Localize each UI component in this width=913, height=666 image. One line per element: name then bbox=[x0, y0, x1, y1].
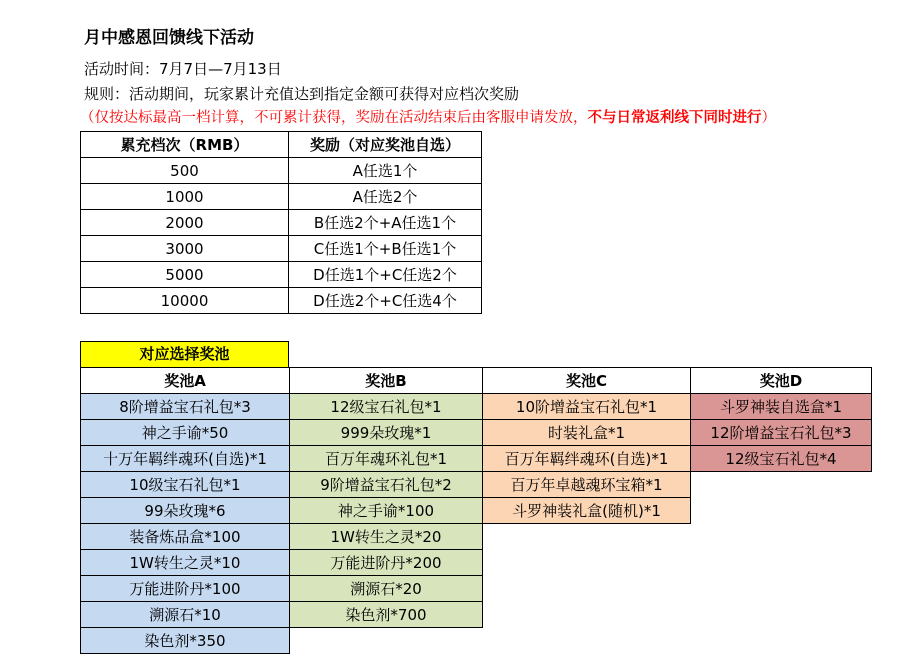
tier-reward: C任选1个+B任选1个 bbox=[289, 236, 482, 262]
tier-row bbox=[81, 210, 482, 236]
empty-cell bbox=[691, 550, 872, 576]
empty-cell bbox=[483, 628, 691, 654]
pool-header-b: 奖池B bbox=[290, 368, 483, 394]
empty-cell bbox=[691, 498, 872, 524]
note-plain: （仅按达标最高一档计算，不可累计获得，奖励在活动结束后由客服申请发放， bbox=[80, 110, 588, 126]
pool-c-item: 百万年羁绊魂环(自选)*1 bbox=[483, 446, 691, 472]
empty-cell bbox=[483, 524, 691, 550]
pool-row bbox=[81, 498, 872, 524]
tier-header-amount: 累充档次（RMB） bbox=[81, 132, 289, 158]
note-bold: 不与日常返利线下同时进行 bbox=[587, 110, 762, 126]
note-end: ） bbox=[761, 110, 776, 126]
empty-cell bbox=[691, 524, 872, 550]
pool-b-item: 1W转生之灵*20 bbox=[290, 524, 483, 550]
pool-row bbox=[81, 628, 872, 654]
pool-b-item: 12级宝石礼包*1 bbox=[290, 394, 483, 420]
empty-cell bbox=[691, 472, 872, 498]
tier-table bbox=[80, 131, 482, 314]
pool-header-c: 奖池C bbox=[483, 368, 691, 394]
pool-a-item: 8阶增益宝石礼包*3 bbox=[81, 394, 290, 420]
pool-table bbox=[80, 367, 872, 654]
tier-row bbox=[81, 288, 482, 314]
pool-header-d: 奖池D bbox=[691, 368, 872, 394]
pool-row bbox=[81, 576, 872, 602]
pool-header-a: 奖池A bbox=[81, 368, 290, 394]
pool-b-item: 神之手谕*100 bbox=[290, 498, 483, 524]
pool-b-item: 染色剂*700 bbox=[290, 602, 483, 628]
tier-reward: A任选2个 bbox=[289, 184, 482, 210]
pool-header-row bbox=[81, 368, 872, 394]
pool-row bbox=[81, 524, 872, 550]
pool-a-item: 神之手谕*50 bbox=[81, 420, 290, 446]
pool-row bbox=[81, 394, 872, 420]
pool-row bbox=[81, 550, 872, 576]
activity-time: 活动时间：7月7日—7月13日 bbox=[84, 60, 282, 78]
pool-row bbox=[81, 472, 872, 498]
activity-note bbox=[80, 108, 776, 128]
pool-section-label: 对应选择奖池 bbox=[80, 341, 289, 368]
page-title: 月中感恩回馈线下活动 bbox=[84, 28, 254, 48]
tier-row bbox=[81, 158, 482, 184]
tier-row bbox=[81, 262, 482, 288]
activity-rule: 规则：活动期间，玩家累计充值达到指定金额可获得对应档次奖励 bbox=[84, 85, 520, 103]
pool-d-item: 12级宝石礼包*4 bbox=[691, 446, 872, 472]
pool-row bbox=[81, 602, 872, 628]
tier-row bbox=[81, 184, 482, 210]
tier-reward: A任选1个 bbox=[289, 158, 482, 184]
tier-reward: D任选2个+C任选4个 bbox=[289, 288, 482, 314]
pool-a-item: 万能进阶丹*100 bbox=[81, 576, 290, 602]
pool-a-item: 染色剂*350 bbox=[81, 628, 290, 654]
tier-header-row bbox=[81, 132, 482, 158]
tier-amount: 10000 bbox=[81, 288, 289, 314]
pool-b-item: 百万年魂环礼包*1 bbox=[290, 446, 483, 472]
pool-b-item: 溯源石*20 bbox=[290, 576, 483, 602]
tier-reward: D任选1个+C任选2个 bbox=[289, 262, 482, 288]
pool-d-item: 12阶增益宝石礼包*3 bbox=[691, 420, 872, 446]
pool-c-item: 斗罗神装礼盒(随机)*1 bbox=[483, 498, 691, 524]
tier-reward: B任选2个+A任选1个 bbox=[289, 210, 482, 236]
tier-amount: 5000 bbox=[81, 262, 289, 288]
pool-c-item: 时装礼盒*1 bbox=[483, 420, 691, 446]
empty-cell bbox=[483, 576, 691, 602]
tier-header-reward: 奖励（对应奖池自选） bbox=[289, 132, 482, 158]
pool-a-item: 1W转生之灵*10 bbox=[81, 550, 290, 576]
pool-a-item: 装备炼品盒*100 bbox=[81, 524, 290, 550]
pool-b-item: 万能进阶丹*200 bbox=[290, 550, 483, 576]
tier-row bbox=[81, 236, 482, 262]
pool-a-item: 10级宝石礼包*1 bbox=[81, 472, 290, 498]
empty-cell bbox=[290, 628, 483, 654]
empty-cell bbox=[483, 602, 691, 628]
tier-amount: 3000 bbox=[81, 236, 289, 262]
pool-b-item: 9阶增益宝石礼包*2 bbox=[290, 472, 483, 498]
pool-b-item: 999朵玫瑰*1 bbox=[290, 420, 483, 446]
pool-row bbox=[81, 420, 872, 446]
pool-a-item: 十万年羁绊魂环(自选)*1 bbox=[81, 446, 290, 472]
empty-cell bbox=[691, 602, 872, 628]
empty-cell bbox=[483, 550, 691, 576]
pool-row bbox=[81, 446, 872, 472]
pool-c-item: 百万年卓越魂环宝箱*1 bbox=[483, 472, 691, 498]
tier-amount: 2000 bbox=[81, 210, 289, 236]
pool-c-item: 10阶增益宝石礼包*1 bbox=[483, 394, 691, 420]
empty-cell bbox=[691, 576, 872, 602]
tier-amount: 500 bbox=[81, 158, 289, 184]
pool-a-item: 溯源石*10 bbox=[81, 602, 290, 628]
pool-a-item: 99朵玫瑰*6 bbox=[81, 498, 290, 524]
tier-amount: 1000 bbox=[81, 184, 289, 210]
empty-cell bbox=[691, 628, 872, 654]
pool-d-item: 斗罗神装自选盒*1 bbox=[691, 394, 872, 420]
